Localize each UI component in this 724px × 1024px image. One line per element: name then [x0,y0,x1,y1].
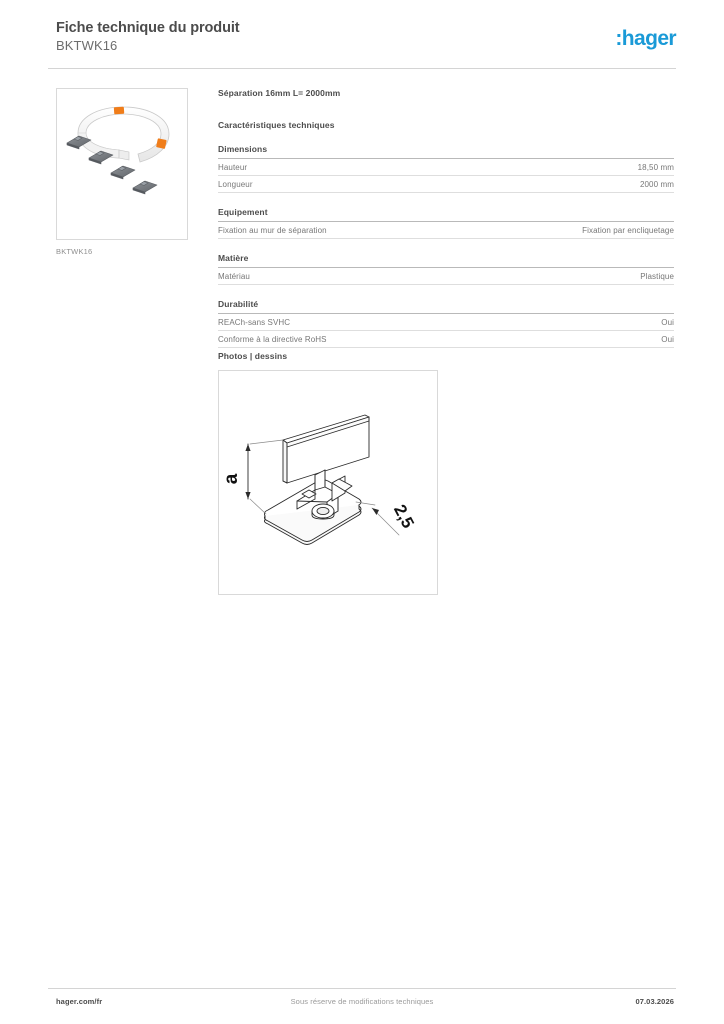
spec-row-label: Hauteur [218,163,248,172]
spec-row [218,268,674,285]
specifications-column [218,88,674,348]
product-name: Séparation 16mm L= 2000mm [218,88,341,98]
footer-date: 07.03.2026 [635,997,674,1006]
spec-row [218,331,674,348]
page-footer [48,997,676,1011]
drawing-section [218,351,674,595]
drawing-section-heading: Photos | dessins [218,351,288,361]
spec-group-heading: Dimensions [218,144,674,159]
spec-row [218,222,674,239]
footer-website-link[interactable]: hager.com/fr [56,997,103,1006]
spec-row-value: Fixation par encliquetage [582,226,674,235]
spec-row [218,159,674,176]
technical-drawing-bracket-icon [219,371,437,594]
spec-group-dimensions [218,144,674,193]
spec-row-value: 18,50 mm [637,163,674,172]
product-photo-frame [56,88,188,240]
page-header [0,0,724,69]
spec-group-heading: Equipement [218,207,674,222]
spec-group-heading: Matière [218,253,674,268]
orange-clip-icon [114,107,124,115]
spec-group-matiere [218,253,674,285]
spec-row [218,176,674,193]
product-photo-block [56,88,190,256]
page-title: Fiche technique du produit [56,20,240,36]
spec-row-label: Matériau [218,272,250,281]
footer-disclaimer: Sous réserve de modifications techniques [290,997,434,1006]
orange-clip-icon [156,138,167,149]
spec-group-durabilite [218,299,674,348]
spec-row-value: Oui [661,335,674,344]
spec-group-heading: Durabilité [218,299,674,314]
spec-row-value: Plastique [640,272,674,281]
product-reference: BKTWK16 [56,38,118,53]
spec-row-value: Oui [661,318,674,327]
spec-row-label: Conforme à la directive RoHS [218,335,327,344]
dimension-label-thickness: 2,5 [389,501,418,532]
spec-row-value: 2000 mm [639,180,674,189]
technical-drawing-frame [218,370,438,595]
dimension-label-height: a [221,473,242,485]
product-photo-separator-strip-icon [57,89,187,239]
spec-group-equipement [218,207,674,239]
spec-row [218,314,674,331]
header-divider [48,68,676,69]
spec-row-label: REACh-sans SVHC [218,318,291,327]
footer-divider [48,988,676,989]
technical-characteristics-heading: Caractéristiques techniques [218,120,335,130]
hager-logo: :hager [615,27,676,50]
spec-row-label: Fixation au mur de séparation [218,226,327,235]
spec-row-label: Longueur [218,180,253,189]
product-photo-caption: BKTWK16 [56,247,93,256]
